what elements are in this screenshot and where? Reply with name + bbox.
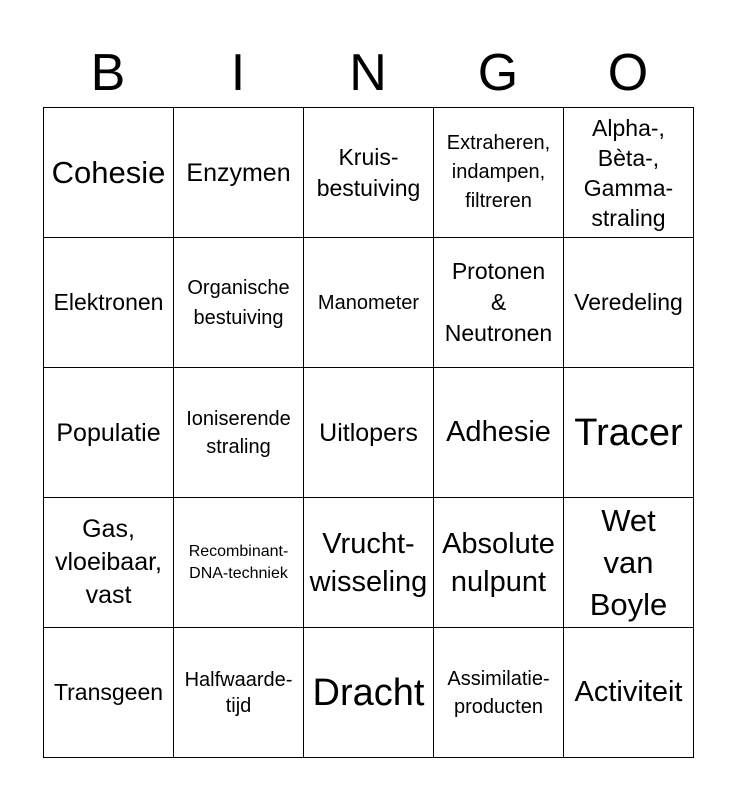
- cell-label: Activiteit: [574, 676, 683, 708]
- cell-label: Enzymen: [186, 158, 291, 187]
- bingo-cell-r5c1[interactable]: [44, 628, 174, 758]
- bingo-cell-r5c4[interactable]: [434, 628, 564, 758]
- bingo-cell-r1c3[interactable]: [304, 108, 434, 238]
- cell-label: Recombinant- DNA-techniek: [188, 542, 289, 582]
- cell-label: Wet van Boyle: [589, 502, 668, 622]
- bingo-cell-r5c3[interactable]: [304, 628, 434, 758]
- header-letter-b: B: [90, 44, 126, 102]
- bingo-cell-r3c4[interactable]: [434, 368, 564, 498]
- bingo-grid: [43, 107, 694, 758]
- bingo-cell-r2c3[interactable]: [304, 238, 434, 368]
- bingo-cell-r4c5[interactable]: [564, 498, 694, 628]
- cell-label: Adhesie: [446, 416, 551, 448]
- cell-label: Uitlopers: [319, 418, 418, 447]
- bingo-cell-r1c2[interactable]: [174, 108, 304, 238]
- bingo-cell-r2c2[interactable]: [174, 238, 304, 368]
- cell-label: Manometer: [317, 291, 420, 314]
- bingo-cell-r4c4[interactable]: [434, 498, 564, 628]
- cell-label: Veredeling: [574, 289, 683, 315]
- header-letter-o: O: [607, 44, 649, 102]
- bingo-cell-r2c4[interactable]: [434, 238, 564, 368]
- bingo-cell-r1c4[interactable]: [434, 108, 564, 238]
- cell-label: Organische bestuiving: [187, 276, 290, 329]
- cell-label: Populatie: [56, 418, 161, 447]
- bingo-cell-r3c2[interactable]: [174, 368, 304, 498]
- cell-label: Tracer: [574, 411, 683, 454]
- cell-label: Assimilatie- producten: [447, 667, 550, 718]
- bingo-cell-r3c3[interactable]: [304, 368, 434, 498]
- cell-label: Extraheren, indampen, filtreren: [446, 132, 551, 212]
- header-letter-n: N: [349, 44, 387, 102]
- cell-label: Absolute nulpunt: [442, 527, 555, 598]
- bingo-cell-r4c2[interactable]: [174, 498, 304, 628]
- bingo-cell-r4c3[interactable]: [304, 498, 434, 628]
- bingo-cell-r4c1[interactable]: [44, 498, 174, 628]
- bingo-cell-r1c5[interactable]: [564, 108, 694, 238]
- cell-label: Vrucht- wisseling: [309, 527, 428, 598]
- cell-label: Elektronen: [53, 289, 164, 315]
- header-letter-g: G: [477, 44, 519, 102]
- bingo-header: [43, 40, 693, 106]
- bingo-cell-r2c1[interactable]: [44, 238, 174, 368]
- cell-label: Ioniserende straling: [186, 407, 291, 458]
- header-letter-i: I: [230, 44, 246, 102]
- cell-label: Cohesie: [51, 154, 166, 190]
- cell-label: Transgeen: [53, 679, 164, 705]
- bingo-cell-r5c2[interactable]: [174, 628, 304, 758]
- bingo-cell-r5c5[interactable]: [564, 628, 694, 758]
- bingo-cell-r3c1[interactable]: [44, 368, 174, 498]
- bingo-cell-r1c1[interactable]: [44, 108, 174, 238]
- cell-label: Kruis- bestuiving: [316, 143, 421, 201]
- cell-label: Halfwaarde- tijd: [184, 668, 293, 717]
- cell-label: Dracht: [312, 671, 425, 714]
- cell-label: Alpha-, Bèta-, Gamma- straling: [583, 114, 674, 231]
- bingo-cell-r2c5[interactable]: [564, 238, 694, 368]
- cell-label: Protonen & Neutronen: [444, 258, 553, 346]
- bingo-cell-r3c5[interactable]: [564, 368, 694, 498]
- cell-label: Gas, vloeibaar, vast: [54, 515, 163, 609]
